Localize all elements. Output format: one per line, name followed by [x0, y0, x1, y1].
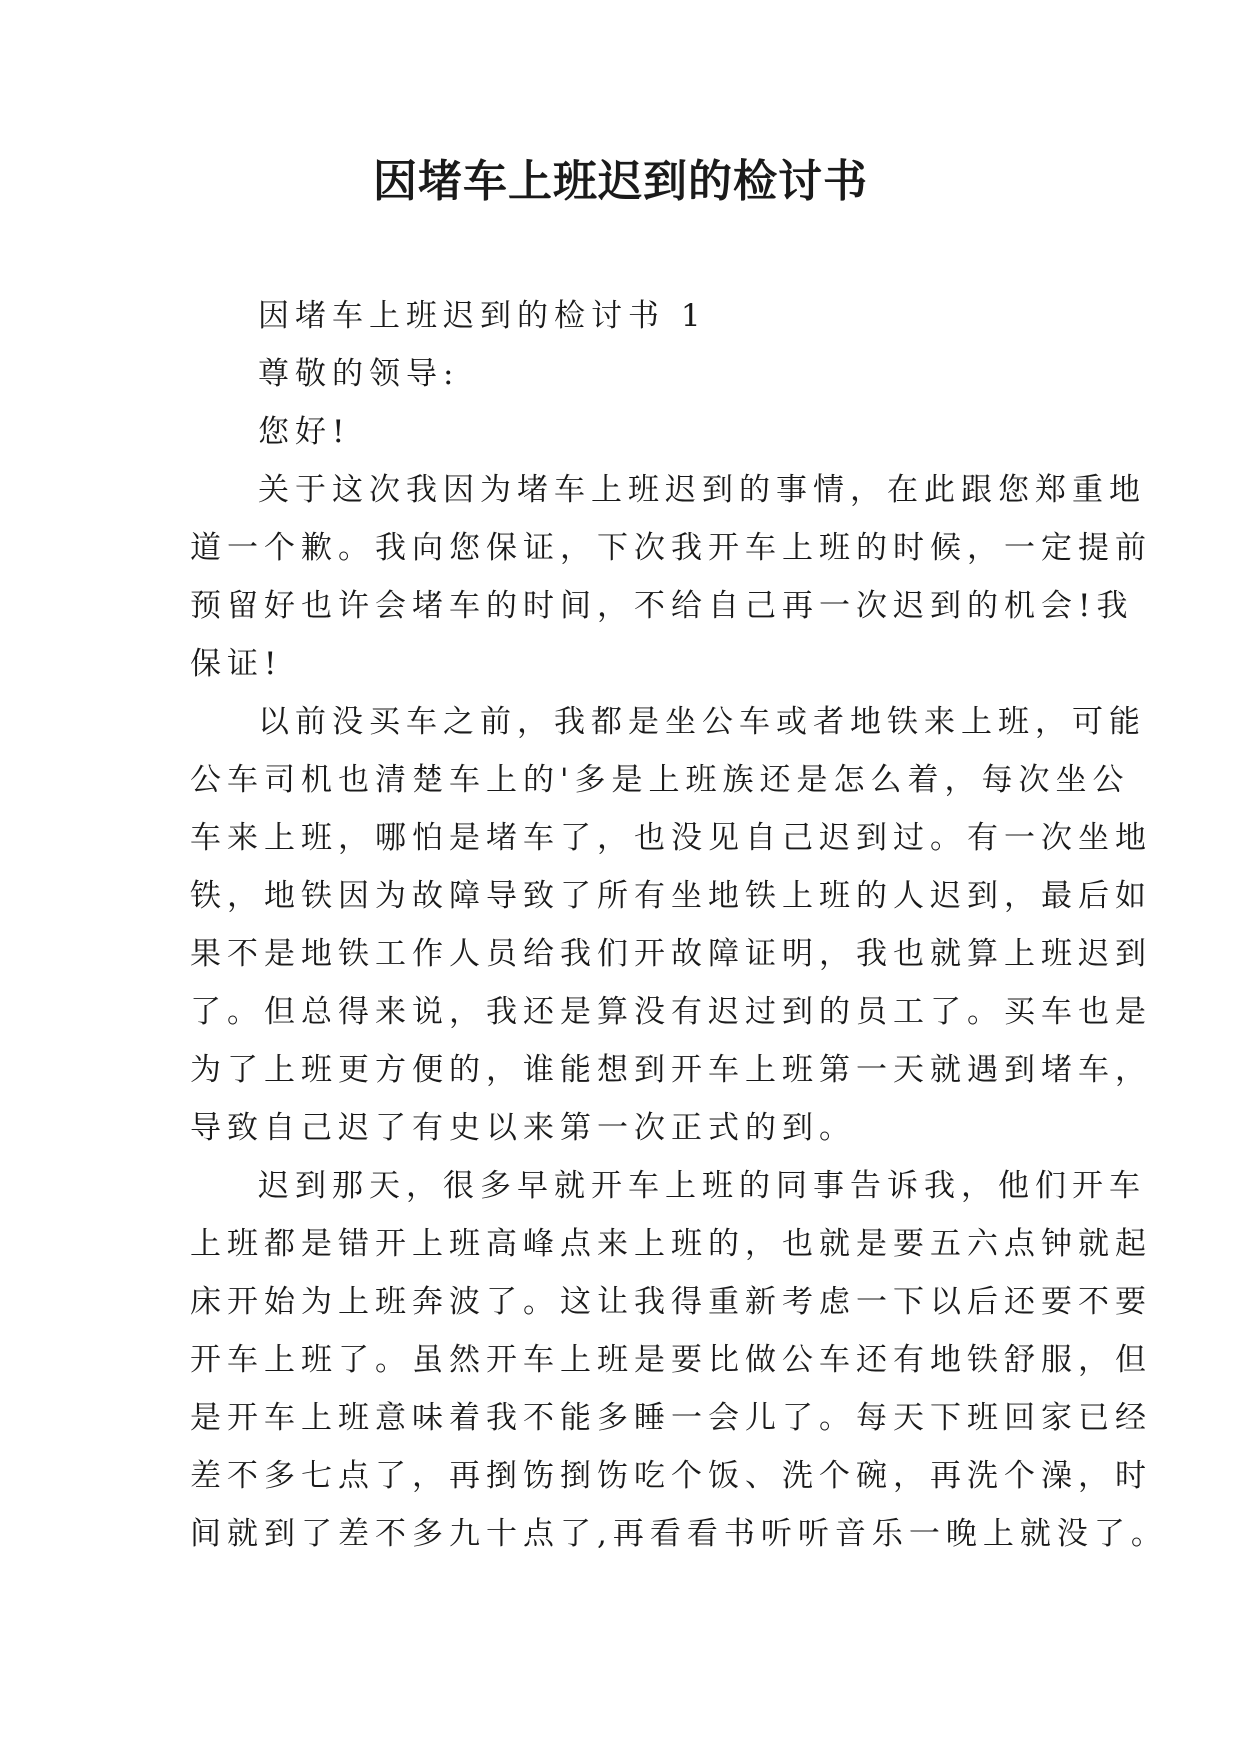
text-line: 导致自己迟了有史以来第一次正式的到。 [190, 1110, 856, 1146]
text-line: 保证! [190, 646, 283, 682]
text-line: 床开始为上班奔波了。这让我得重新考虑一下以后还要不要 [190, 1284, 1152, 1320]
text-line: 了。但总得来说，我还是算没有迟过到的员工了。买车也是 [190, 994, 1152, 1030]
text-line: 间就到了差不多九十点了,再看看书听听音乐一晚上就没了。 [190, 1516, 1168, 1552]
text-line: 车来上班，哪怕是堵车了，也没见自己迟到过。有一次坐地 [190, 820, 1152, 856]
text-line: 您好! [258, 414, 351, 450]
text-line: 道一个歉。我向您保证，下次我开车上班的时候，一定提前 [190, 530, 1152, 566]
text-line: 迟到那天，很多早就开车上班的同事告诉我，他们开车 [258, 1168, 1146, 1204]
text-line: 关于这次我因为堵车上班迟到的事情，在此跟您郑重地 [258, 472, 1146, 508]
document-body [190, 287, 1168, 1563]
text-line: 上班都是错开上班高峰点来上班的，也就是要五六点钟就起 [190, 1226, 1152, 1262]
text-line: 尊敬的领导: [258, 356, 460, 392]
text-line: 公车司机也清楚车上的'多是上班族还是怎么着，每次坐公 [190, 762, 1130, 798]
text-line: 差不多七点了，再捯饬捯饬吃个饭、洗个碗，再洗个澡，时 [190, 1458, 1152, 1494]
text-line: 开车上班了。虽然开车上班是要比做公车还有地铁舒服，但 [190, 1342, 1152, 1378]
text-line: 因堵车上班迟到的检讨书 1 [258, 298, 707, 334]
text-line: 果不是地铁工作人员给我们开故障证明，我也就算上班迟到 [190, 936, 1152, 972]
page-title: 因堵车上班迟到的检讨书 [373, 156, 868, 207]
text-line: 以前没买车之前，我都是坐公车或者地铁来上班，可能 [258, 704, 1146, 740]
text-line: 铁，地铁因为故障导致了所有坐地铁上班的人迟到，最后如 [190, 878, 1152, 914]
text-line: 预留好也许会堵车的时间，不给自己再一次迟到的机会!我 [190, 588, 1134, 624]
text-line: 为了上班更方便的，谁能想到开车上班第一天就遇到堵车， [190, 1052, 1152, 1088]
text-line: 是开车上班意味着我不能多睡一会儿了。每天下班回家已经 [190, 1400, 1152, 1436]
